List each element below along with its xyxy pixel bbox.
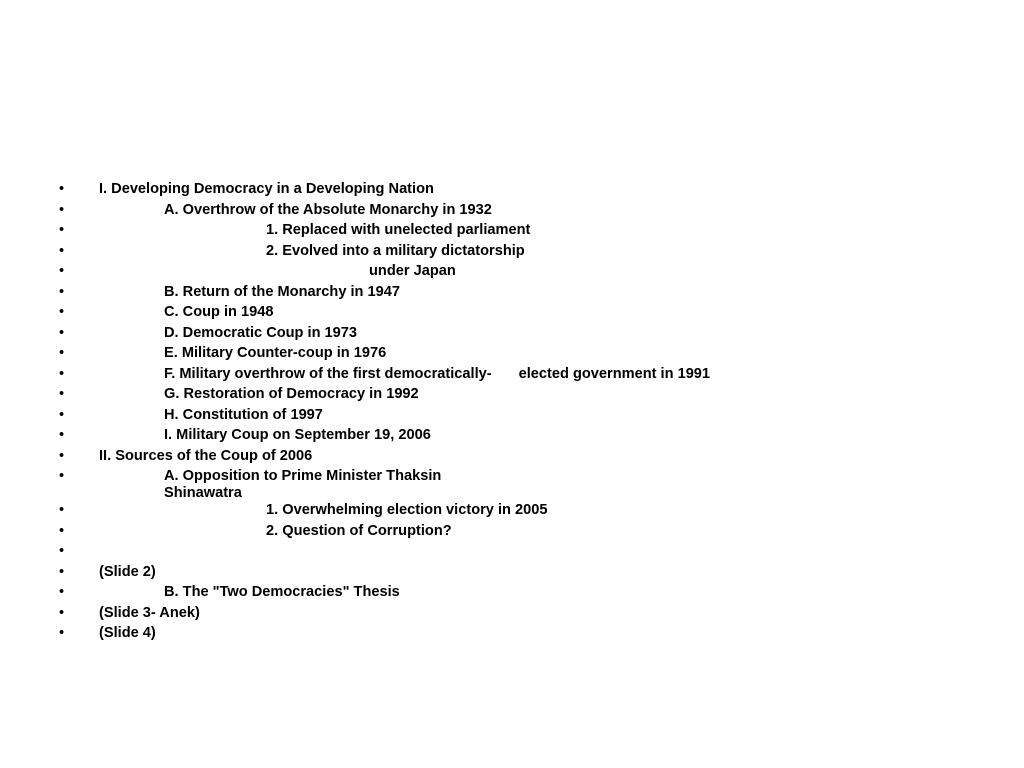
outline-item <box>56 366 986 387</box>
outline-item-text: A. Overthrow of the Absolute Monarchy in 1932 <box>164 201 492 218</box>
outline-item <box>56 304 986 325</box>
outline-item <box>56 243 986 264</box>
outline-item-text: B. The "Two Democracies" Thesis <box>164 584 400 600</box>
outline-item-continuation: elected government in 1991 <box>518 365 711 382</box>
outline-item <box>56 625 986 646</box>
bullet-icon: • <box>59 365 65 382</box>
outline-item <box>56 584 986 605</box>
outline-item-text: G. Restoration of Democracy in 1992 <box>164 386 419 402</box>
bullet-icon: • <box>59 427 65 443</box>
bullet-icon: • <box>59 181 65 197</box>
bullet-icon: • <box>59 283 65 300</box>
outline-item-text: (Slide 2) <box>99 563 156 580</box>
bullet-icon: • <box>59 522 65 539</box>
outline-item-text: C. Coup in 1948 <box>164 304 274 320</box>
outline-item-text: I. Military Coup on September 19, 2006 <box>164 427 431 443</box>
outline-item <box>56 502 986 523</box>
bullet-icon: • <box>59 502 65 518</box>
outline-item <box>56 325 986 346</box>
outline-item-text: 1. Overwhelming election victory in 2005 <box>266 502 548 518</box>
outline-item-text <box>164 366 986 383</box>
outline-item <box>56 345 986 366</box>
bullet-icon: • <box>59 468 65 484</box>
bullet-icon: • <box>59 304 65 320</box>
outline-item-main: F. Military overthrow of the first democratically- <box>164 365 492 382</box>
bullet-icon: • <box>59 625 65 641</box>
outline-item-empty <box>56 543 986 564</box>
bullet-icon: • <box>59 406 65 423</box>
bullet-icon: • <box>59 201 65 218</box>
outline-item <box>56 222 986 243</box>
bullet-icon: • <box>59 263 65 279</box>
bullet-icon: • <box>59 345 65 361</box>
outline-item <box>56 564 986 585</box>
outline-item <box>56 448 986 469</box>
outline-item <box>56 386 986 407</box>
outline-item-text: 2. Question of Corruption? <box>266 522 452 539</box>
outline-item <box>56 407 986 428</box>
bullet-icon: • <box>59 222 65 238</box>
bullet-icon: • <box>59 447 65 464</box>
outline-item-text: under Japan <box>369 263 456 279</box>
outline-item <box>56 284 986 305</box>
outline-item <box>56 605 986 626</box>
outline-item-text: (Slide 4) <box>99 625 156 641</box>
bullet-icon: • <box>59 543 65 559</box>
outline-item <box>56 468 986 502</box>
outline-item <box>56 202 986 223</box>
bullet-icon: • <box>59 563 65 580</box>
outline-item <box>56 427 986 448</box>
outline-list <box>56 181 986 646</box>
outline-item-text: (Slide 3- Anek) <box>99 604 200 621</box>
outline-item <box>56 181 986 202</box>
bullet-icon: • <box>59 604 65 621</box>
outline-item-text: B. Return of the Monarchy in 1947 <box>164 283 400 300</box>
outline-item-text: E. Military Counter-coup in 1976 <box>164 345 387 361</box>
bullet-icon: • <box>59 386 65 402</box>
bullet-icon: • <box>59 584 65 600</box>
outline-item-text: H. Constitution of 1997 <box>164 406 323 423</box>
outline-item <box>56 263 986 284</box>
outline-item-text: II. Sources of the Coup of 2006 <box>99 447 313 464</box>
bullet-icon: • <box>59 242 65 259</box>
outline-item-text: D. Democratic Coup in 1973 <box>164 324 358 341</box>
bullet-icon: • <box>59 324 65 341</box>
outline-item-text: I. Developing Democracy in a Developing Nation <box>99 181 434 197</box>
outline-item-text: A. Opposition to Prime Minister Thaksin Shinawatra <box>164 468 446 501</box>
outline-item <box>56 523 986 544</box>
outline-item-text: 2. Evolved into a military dictatorship <box>266 242 525 259</box>
outline-item-text: 1. Replaced with unelected parliament <box>266 222 531 238</box>
